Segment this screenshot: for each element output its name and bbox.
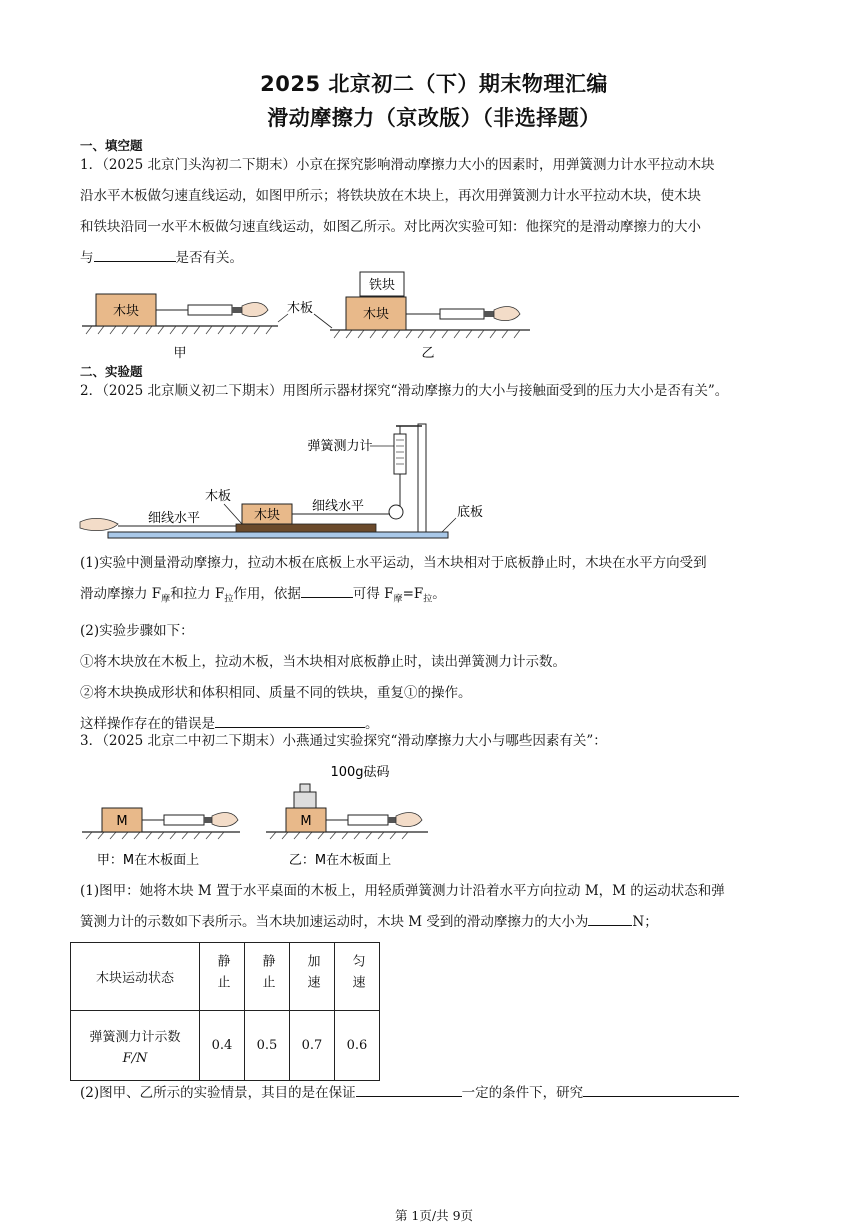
q3-hand-left-icon	[212, 813, 238, 827]
q3-block-right-label: M	[300, 814, 312, 829]
q2-text-fric: 滑动摩擦力 F	[80, 586, 162, 602]
q2-p2: (2)实验步骤如下：	[80, 622, 194, 639]
q2-p1-line1: (1)实验中测量滑动摩擦力，拉动木板在底板上水平运动，当木块相对于底板静止时，木块在水平方向受到	[80, 555, 707, 571]
q3-p1-pre: 簧测力计的示数如下表所示。当木块加速运动时，木块 M 受到的滑动摩擦力的大小为	[80, 914, 589, 930]
section-heading-experiment: 二、实验题	[80, 364, 143, 379]
q2-sub-fric: 摩	[161, 594, 171, 605]
q2-step2: ②将木块换成形状和体积相同、质量不同的铁块，重复①的操作。	[80, 684, 472, 701]
q2-spring-label: 弹簧测力计	[307, 439, 373, 454]
q2-text-get: 可得 F	[352, 586, 394, 602]
q2-thread-left-label: 细线水平	[147, 511, 201, 526]
q3-friction-blank[interactable]	[588, 909, 632, 926]
q1-answer-blank[interactable]	[94, 245, 176, 262]
table-cell-state: 加速	[290, 943, 335, 1011]
q3-spring-scale-right	[348, 815, 388, 825]
q3-line1: 3．（2025 北京二中初二下期末）小燕通过实验探究“滑动摩擦力大小与哪些因素有关”：	[80, 733, 607, 749]
q2-board-label: 木板	[204, 489, 232, 504]
q1-board-label: 木板	[286, 301, 314, 316]
q3-p2-pre: (2)图甲、乙所示的实验情景，其目的是在保证	[80, 1085, 356, 1101]
q3-research-blank[interactable]	[583, 1080, 739, 1097]
table-cell-value: 0.5	[245, 1011, 290, 1081]
q1-line2: 沿水平木板做匀速直线运动，如图甲所示；将铁块放在木块上，再次用弹簧测力计水平拉动木块，使木块	[80, 188, 701, 204]
q2-sub-fric-2: 摩	[393, 594, 403, 605]
table-cell-value: 0.4	[200, 1011, 245, 1081]
q3-hand-right-icon	[396, 813, 422, 827]
q3-p2	[80, 1078, 800, 1109]
table-header-reading	[71, 1011, 200, 1081]
table-header-reading-b: F/N	[122, 1050, 148, 1066]
q3-condition-blank[interactable]	[356, 1080, 462, 1097]
q1-text	[80, 150, 800, 274]
page-title: 2025 北京初二（下）期末物理汇编	[260, 72, 608, 96]
q3-p2-mid: 一定的条件下，研究	[461, 1085, 584, 1101]
q3-figure	[80, 762, 440, 870]
table-cell-value: 0.7	[290, 1011, 335, 1081]
q3-weight	[294, 792, 316, 808]
q2-p1-line2	[80, 579, 800, 616]
q1-line4-pre: 与	[80, 250, 94, 266]
table-cell-state: 静止	[245, 943, 290, 1011]
q3-spring-scale-left	[164, 815, 204, 825]
q3-p1	[80, 876, 800, 938]
table-cell-state: 静止	[200, 943, 245, 1011]
table-cell-value: 0.6	[335, 1011, 380, 1081]
q2-text-end: 。	[432, 586, 446, 602]
table-row	[71, 1011, 380, 1081]
q3-p1-line1: (1)图甲：她将木块 M 置于水平桌面的木板上，用轻质弹簧测力计沿着水平方向拉动 M，M 的运动状态和弹	[80, 883, 725, 899]
q3-block-left-label: M	[116, 814, 128, 829]
q2-base-label: 底板	[456, 505, 484, 520]
q2-text-eq: =F	[402, 586, 424, 602]
q1-line1: 1．（2025 北京门头沟初二下期末）小京在探究影响滑动摩擦力大小的因素时，用弹簧测力计水平拉动木块	[80, 157, 715, 173]
q2-text-basis: 作用，依据	[233, 586, 301, 602]
q2-text-pull: 和拉力 F	[170, 586, 225, 602]
q2-figure	[78, 418, 498, 546]
q2-line1: 2．（2025 北京顺义初二下期末）用图所示器材探究“滑动摩擦力的大小与接触面受到的压力大小是否有关”。	[80, 383, 729, 399]
q1-spring-scale-right	[440, 309, 484, 319]
q2-block-label: 木块	[253, 508, 281, 523]
q2-err-post: 。	[365, 715, 379, 732]
q1-line4-post: 是否有关。	[175, 250, 243, 266]
q1-block-right-label: 木块	[362, 307, 390, 322]
q1-iron-label: 铁块	[368, 278, 396, 293]
q3-data-table	[70, 942, 380, 1081]
q2-sub-pull-2: 拉	[423, 594, 433, 605]
q3-caption-left: 甲：M在木板面上	[96, 853, 200, 868]
q2-basis-blank[interactable]	[301, 581, 353, 598]
q2-wooden-board	[236, 524, 376, 532]
q2-step1: ①将木块放在木板上，拉动木板，当木块相对底板静止时，读出弹簧测力计示数。	[80, 653, 566, 670]
q1-hand-left-icon	[242, 303, 268, 317]
q2-hand-icon	[80, 518, 118, 530]
table-header-state: 木块运动状态	[71, 943, 200, 1011]
q1-figure	[78, 270, 538, 362]
table-cell-state: 匀速	[335, 943, 380, 1011]
table-row	[71, 943, 380, 1011]
q1-caption-right: 乙	[421, 346, 435, 361]
q3-p1-post: N；	[632, 914, 658, 930]
q3-weight-label: 100g砝码	[330, 765, 390, 780]
q1-caption-left: 甲	[173, 346, 187, 361]
q2-body	[80, 548, 800, 740]
page-subtitle: 滑动摩擦力（京改版）（非选择题）	[267, 106, 601, 130]
q2-sub-pull: 拉	[224, 594, 234, 605]
page-number: 第 1页/共 9页	[394, 1208, 474, 1223]
q3-p1-line2	[80, 907, 800, 938]
q2-thread-right-label: 细线水平	[311, 499, 365, 514]
q2-err-pre: 这样操作存在的错误是	[80, 715, 215, 732]
q2-stand-pole	[418, 424, 426, 532]
q2-base-plate	[108, 532, 448, 538]
q1-spring-scale-left	[188, 305, 232, 315]
q3-caption-right: 乙：M在木板面上	[288, 853, 392, 868]
q1-hand-right-icon	[494, 307, 520, 321]
section-heading-fill-blank: 一、填空题	[80, 138, 143, 153]
q1-block-left-label: 木块	[112, 304, 140, 319]
q2-pulley-icon	[389, 505, 403, 519]
q1-line3: 和铁块沿同一水平木板做匀速直线运动，如图乙所示。对比两次实验可知：他探究的是滑动摩擦力的大小	[80, 219, 701, 235]
table-header-reading-a: 弹簧测力计示数	[89, 1029, 181, 1045]
